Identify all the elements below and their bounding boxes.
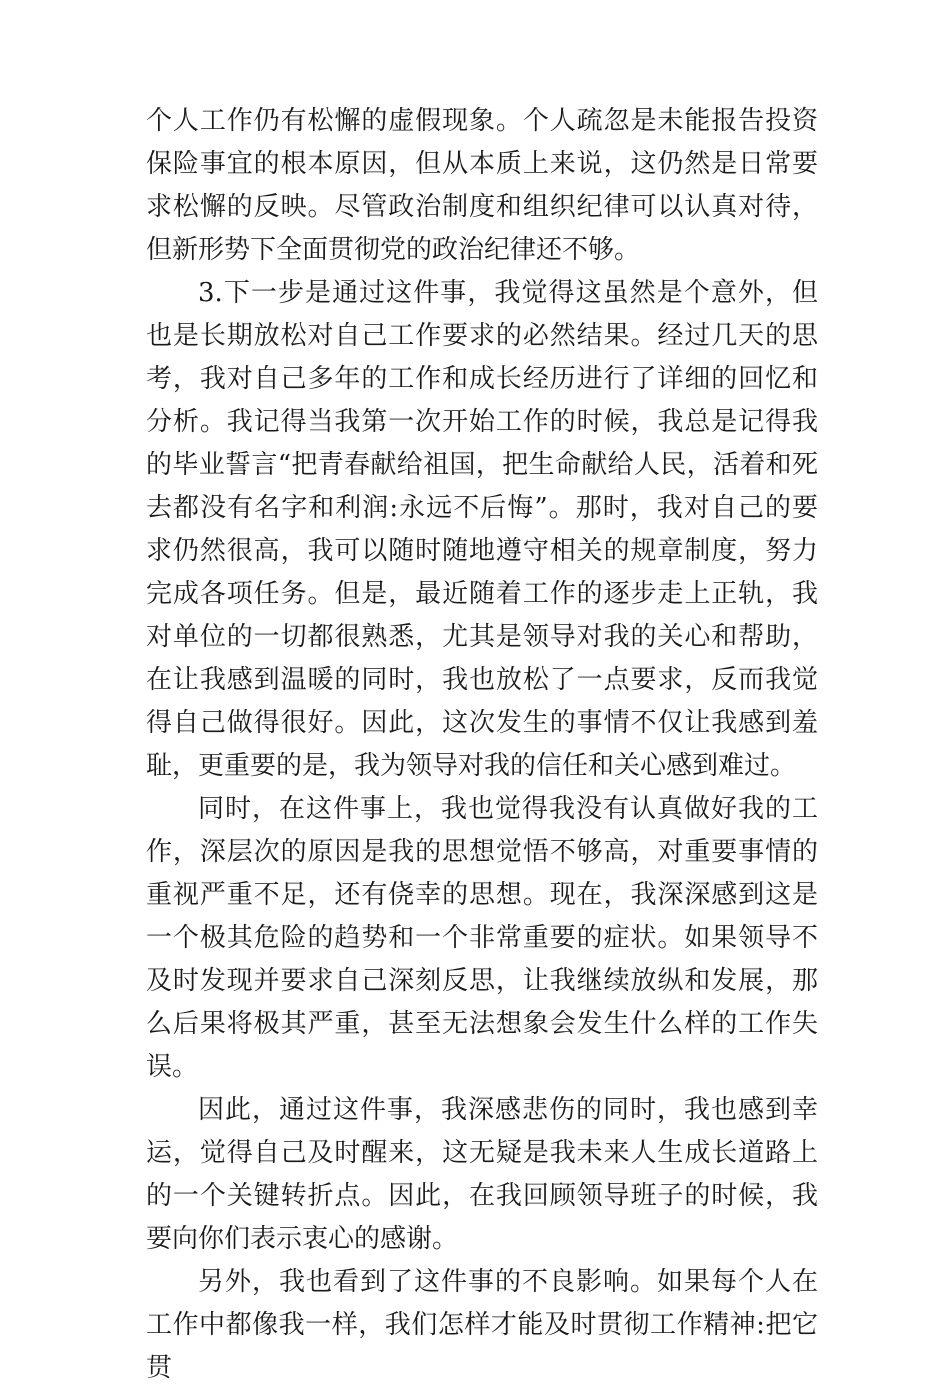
paragraph-2: 3.下一步是通过这件事，我觉得这虽然是个意外，但也是长期放松对自己工作要求的必然结果。经过几天的思考，我对自己多年的工作和成长经历进行了详细的回忆和分析。我记得当我第一次开始工作的时候，我总是记得我的毕业誓言“把青春献给祖国，把生命献给人民，活着和死去都没有名字和利润:永远不后悔”。那时，我对自己的要求仍然很高，我可以随时随地遵守相关的规章制度，努力完成各项任务。但是，最近随着工作的逐步走上正轨，我对单位的一切都很熟悉，尤其是领导对我的关心和帮助，在让我感到温暖的同时，我也放松了一点要求，反而我觉得自己做得很好。因此，这次发生的事情不仅让我感到羞耻，更重要的是，我为领导对我的信任和关心感到难过。 — [146, 278, 818, 781]
paragraph-1: 个人工作仍有松懈的虚假现象。个人疏忽是未能报告投资保险事宜的根本原因，但从本质上来说，这仍然是日常要求松懈的反映。尽管政治制度和组织纪律可以认真对待，但新形势下全面贯彻党的政治纪律还不够。 — [146, 106, 818, 265]
paragraph-4: 因此，通过这件事，我深感悲伤的同时，我也感到幸运，觉得自己及时醒来，这无疑是我未来人生成长道路上的一个关键转折点。因此，在我回顾领导班子的时候，我要向你们表示衷心的感谢。 — [146, 1095, 818, 1254]
paragraph-3: 同时，在这件事上，我也觉得我没有认真做好我的工作，深层次的原因是我的思想觉悟不够高，对重要事情的重视严重不足，还有侥幸的思想。现在，我深深感到这是一个极其危险的趋势和一个非常重要的症状。如果领导不及时发现并要求自己深刻反思，让我继续放纵和发展，那么后果将极其严重，甚至无法想象会发生什么样的工作失误。 — [146, 794, 818, 1082]
document-body — [146, 100, 818, 1390]
paragraph-5: 另外，我也看到了这件事的不良影响。如果每个人在工作中都像我一样，我们怎样才能及时贯彻工作精神:把它贯 — [146, 1267, 818, 1383]
